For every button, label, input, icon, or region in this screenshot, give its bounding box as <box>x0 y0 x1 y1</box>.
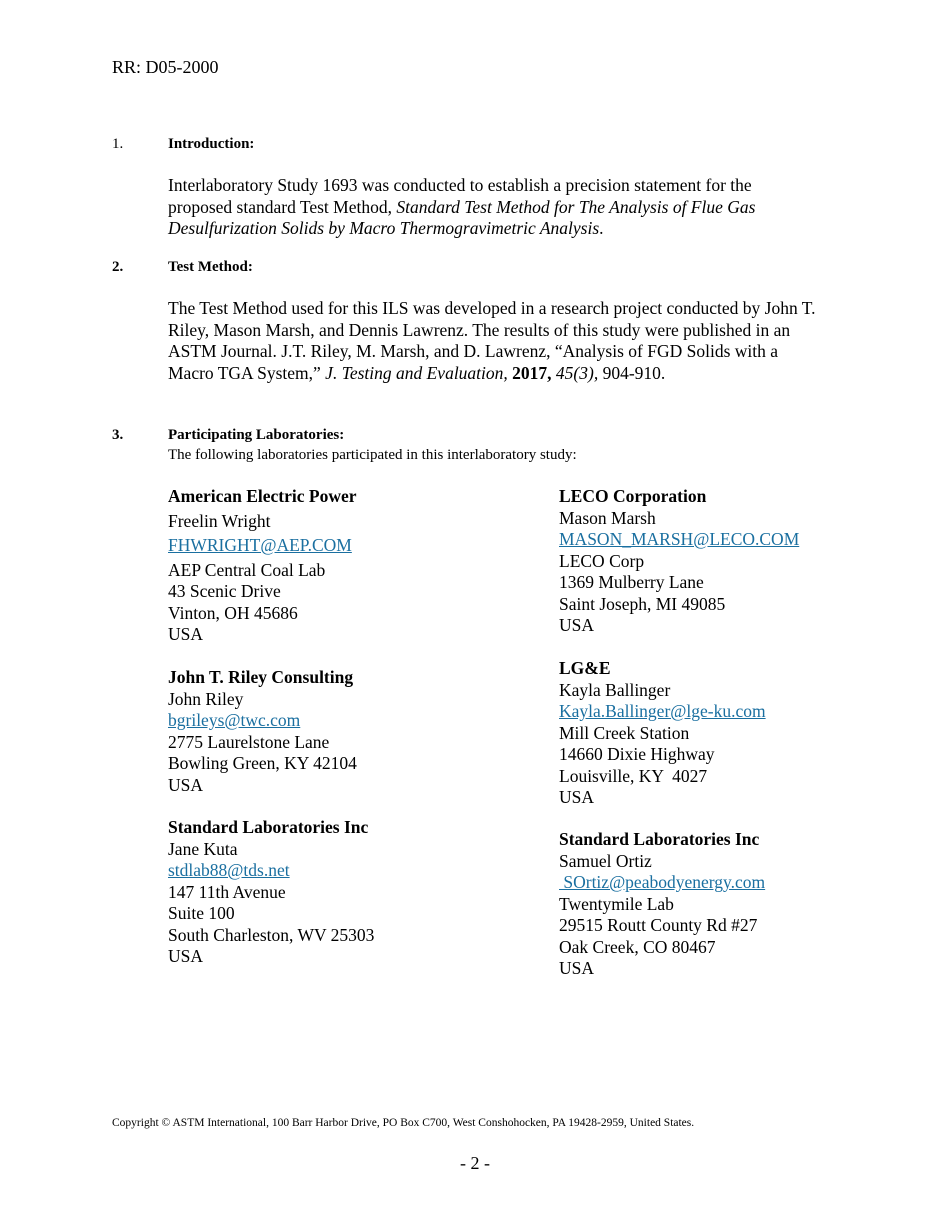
lab-address-line: Twentymile Lab <box>559 893 674 914</box>
lab-entry <box>168 667 357 796</box>
lab-contact: Kayla Ballinger <box>559 679 671 700</box>
lab-email-link[interactable]: Kayla.Ballinger@lge-ku.com <box>559 701 766 721</box>
intro-text: Interlaboratory Study 1693 was conducted to establish a precision statement for the proposed standard Test Method, <box>168 175 752 217</box>
lab-address-line: Mill Creek Station <box>559 722 690 743</box>
lab-address-line: Vinton, OH 45686 <box>168 602 298 623</box>
lab-address-line: Saint Joseph, MI 49085 <box>559 593 726 614</box>
journal-volume: 45(3), <box>555 362 599 383</box>
lab-name: Standard Laboratories Inc <box>559 829 760 849</box>
section-title-method: Test Method: <box>168 259 253 275</box>
lab-entry <box>168 817 374 968</box>
lab-address-line: USA <box>168 946 204 966</box>
lab-entry <box>559 486 799 637</box>
lab-address-line: 1369 Mulberry Lane <box>559 572 704 592</box>
lab-entry <box>168 486 357 646</box>
lab-address-line: LECO Corp <box>559 550 645 571</box>
lab-address-line: 2775 Laurelstone Lane <box>168 731 330 752</box>
lab-address-line: South Charleston, WV 25303 <box>168 924 375 945</box>
lab-address-line: USA <box>559 958 595 978</box>
lab-email-link[interactable]: SOrtiz@peabodyenergy.com <box>559 872 766 892</box>
lab-name: American Electric Power <box>168 486 357 506</box>
intro-method-title: Standard Test Method for The Analysis of Flue Gas Desulfurization Solids by Macro Thermogravimetric Analysis <box>168 196 756 238</box>
lab-email-link[interactable]: MASON_MARSH@LECO.COM <box>559 529 800 549</box>
method-text: The Test Method used for this ILS was developed in a research project conducted by John T. Riley, Mason Marsh, and Dennis Lawrenz. The results of this study were published in an ASTM Journal. J.T. Riley, M. Marsh, and D. Lawrenz, “Analysis of FGD Solids with a Macro TGA System,” <box>168 298 816 383</box>
lab-entry <box>559 658 766 809</box>
lab-name: LG&E <box>559 658 611 678</box>
method-paragraph <box>168 298 818 384</box>
lab-address-line: Suite 100 <box>168 903 235 923</box>
intro-end: . <box>599 218 604 238</box>
section-title-intro: Introduction: <box>168 136 255 152</box>
lab-contact: Mason Marsh <box>559 507 656 528</box>
lab-email-link[interactable]: bgrileys@twc.com <box>168 710 301 730</box>
lab-address-line: 147 11th Avenue <box>168 881 286 902</box>
lab-name: LECO Corporation <box>559 486 707 506</box>
lab-address-line: AEP Central Coal Lab <box>168 559 326 580</box>
journal-name: J. Testing and Evaluation, <box>325 362 508 383</box>
section-number-method: 2. <box>112 259 124 275</box>
lab-contact: Freelin Wright <box>168 510 271 531</box>
lab-address-line: Louisville, KY 4027 <box>559 765 708 786</box>
lab-address-line: Oak Creek, CO 80467 <box>559 936 716 957</box>
lab-address-line: 29515 Routt County Rd #27 <box>559 915 758 935</box>
page-number: - 2 - <box>460 1153 490 1173</box>
lab-entry <box>559 829 765 980</box>
lab-address-line: USA <box>559 615 595 635</box>
lab-contact: Samuel Ortiz <box>559 850 652 871</box>
lab-address-line: 43 Scenic Drive <box>168 581 281 601</box>
copyright-footer: Copyright © ASTM International, 100 Barr Harbor Drive, PO Box C700, West Conshohocken, PA 19428-2959, United States. <box>112 1117 695 1129</box>
lab-email-link[interactable]: stdlab88@tds.net <box>168 860 290 880</box>
lab-contact: Jane Kuta <box>168 838 238 859</box>
labs-intro: The following laboratories participated in this interlaboratory study: <box>168 447 577 463</box>
journal-year: 2017, <box>512 362 552 383</box>
lab-email-link[interactable]: FHWRIGHT@AEP.COM <box>168 535 352 555</box>
lab-name: John T. Riley Consulting <box>168 667 354 687</box>
section-title-labs: Participating Laboratories: <box>168 427 345 443</box>
intro-paragraph <box>168 175 818 240</box>
lab-contact: John Riley <box>168 688 244 709</box>
lab-name: Standard Laboratories Inc <box>168 817 369 837</box>
lab-address-line: USA <box>168 774 204 795</box>
section-number-intro: 1. <box>112 136 124 152</box>
lab-address-line: Bowling Green, KY 42104 <box>168 753 357 773</box>
lab-address-line: USA <box>559 787 595 807</box>
lab-address-line: USA <box>168 624 204 644</box>
journal-pages: 904-910. <box>598 362 666 383</box>
section-number-labs: 3. <box>112 427 124 443</box>
document-id: RR: D05-2000 <box>112 57 219 77</box>
lab-address-line: 14660 Dixie Highway <box>559 744 715 764</box>
